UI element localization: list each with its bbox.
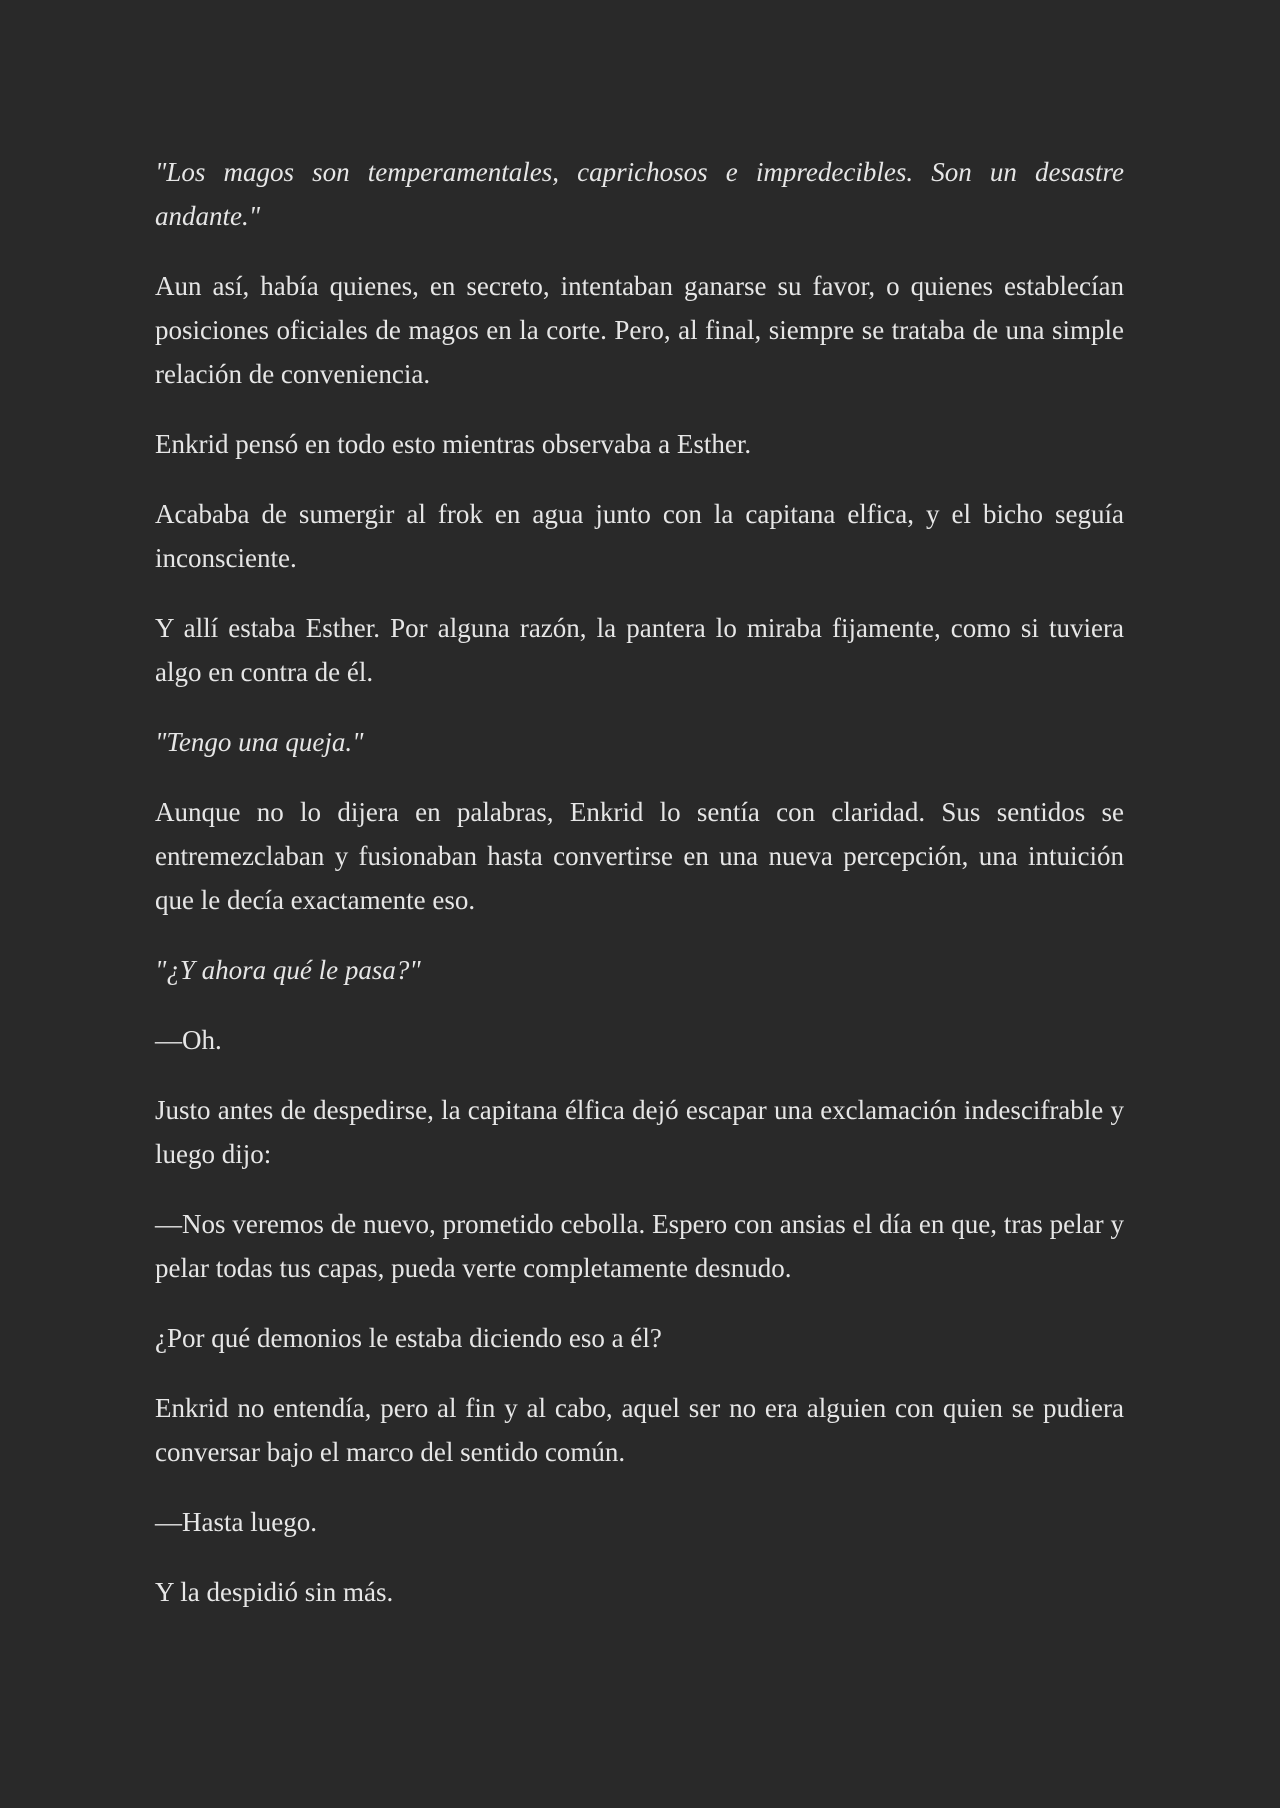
narration-paragraph: Aunque no lo dijera en palabras, Enkrid lo sentía con claridad. Sus sentidos se entremezclaban y fusionaban hasta convertirse en una nueva percepción, una intuición que le decía exactamente eso. [155, 797, 1124, 915]
thought-paragraph: "¿Y ahora qué le pasa?" [155, 955, 421, 985]
narration-paragraph: Aun así, había quienes, en secreto, intentaban ganarse su favor, o quienes establecían posiciones oficiales de magos en la corte. Pero, al final, siempre se trataba de una simple relación de conveniencia. [155, 271, 1124, 389]
thought-paragraph: "Tengo una queja." [155, 727, 364, 757]
dialogue-paragraph: —Oh. [155, 1025, 222, 1055]
narration-paragraph: Enkrid no entendía, pero al fin y al cabo, aquel ser no era alguien con quien se pudiera conversar bajo el marco del sentido común. [155, 1393, 1124, 1467]
narration-paragraph: Enkrid pensó en todo esto mientras observaba a Esther. [155, 429, 752, 459]
thought-paragraph: "Los magos son temperamentales, caprichosos e impredecibles. Son un desastre andante." [155, 157, 1124, 231]
narration-paragraph: Y allí estaba Esther. Por alguna razón, la pantera lo miraba fijamente, como si tuviera algo en contra de él. [155, 613, 1124, 687]
narration-paragraph: Justo antes de despedirse, la capitana élfica dejó escapar una exclamación indescifrable y luego dijo: [155, 1095, 1124, 1169]
chapter-text [155, 150, 1124, 1640]
narration-paragraph: Y la despidió sin más. [155, 1577, 394, 1607]
dialogue-paragraph: —Nos veremos de nuevo, prometido cebolla. Espero con ansias el día en que, tras pelar y pelar todas tus capas, pueda verte completamente desnudo. [155, 1209, 1124, 1283]
dialogue-paragraph: —Hasta luego. [155, 1507, 317, 1537]
narration-paragraph: ¿Por qué demonios le estaba diciendo eso a él? [155, 1323, 662, 1353]
narration-paragraph: Acababa de sumergir al frok en agua junto con la capitana elfica, y el bicho seguía inconsciente. [155, 499, 1124, 573]
